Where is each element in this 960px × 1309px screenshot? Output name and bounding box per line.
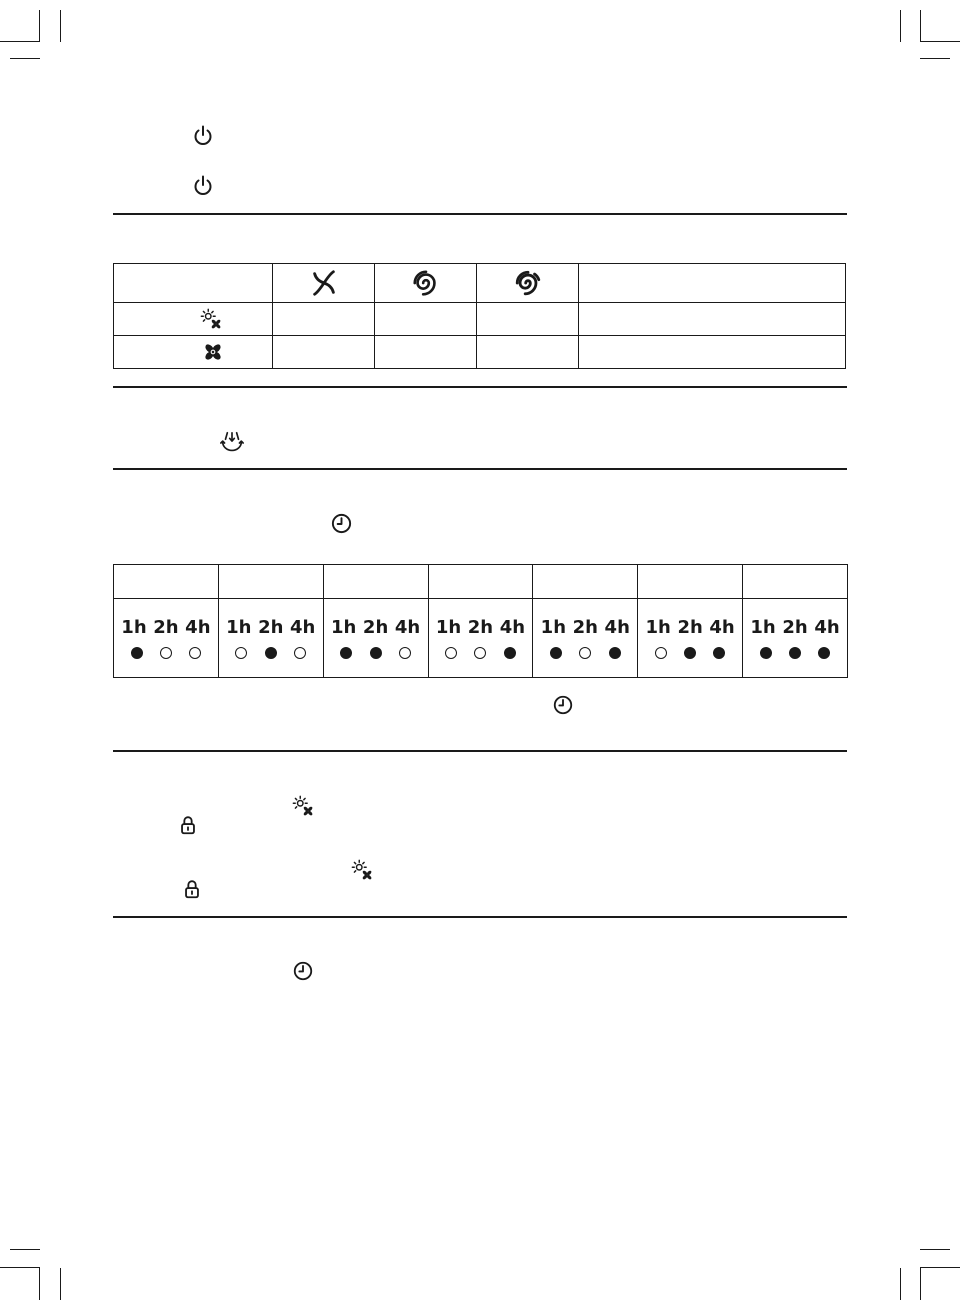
timer-icon bbox=[552, 694, 574, 716]
indicator-dot-off bbox=[294, 647, 306, 659]
timer-indicator-cell bbox=[114, 599, 219, 678]
fan-speed-table bbox=[113, 263, 846, 369]
timer-header-cell bbox=[114, 565, 219, 599]
timer-duration-label: 4h bbox=[394, 617, 421, 638]
table-cell bbox=[114, 303, 273, 336]
crop-mark bbox=[920, 1268, 921, 1300]
table-row bbox=[114, 303, 846, 336]
indicator-dot-on bbox=[340, 647, 352, 659]
table-row bbox=[114, 336, 846, 369]
crop-mark bbox=[920, 1249, 950, 1250]
indicator-dot-off bbox=[235, 647, 247, 659]
table-cell bbox=[375, 303, 477, 336]
indicator-dot-on bbox=[609, 647, 621, 659]
timer-header-cell bbox=[218, 565, 323, 599]
timer-dot-row bbox=[429, 647, 533, 659]
section-divider bbox=[113, 750, 847, 752]
timer-label-row bbox=[533, 617, 637, 638]
timer-indicator-cell bbox=[638, 599, 743, 678]
timer-duration-label: 2h bbox=[153, 617, 179, 638]
table-cell bbox=[273, 336, 375, 369]
table-cell bbox=[477, 264, 579, 303]
table-cell bbox=[273, 303, 375, 336]
indicator-dot-off bbox=[579, 647, 591, 659]
table-cell bbox=[477, 336, 579, 369]
indicator-dot-off bbox=[445, 647, 457, 659]
timer-duration-label: 1h bbox=[435, 617, 462, 638]
indicator-dot-off bbox=[399, 647, 411, 659]
indicator-dot-off bbox=[474, 647, 486, 659]
timer-dot-row bbox=[533, 647, 637, 659]
timer-duration-label: 2h bbox=[572, 617, 598, 638]
table-cell bbox=[114, 264, 273, 303]
table-cell bbox=[273, 264, 375, 303]
fan-speed-2-icon bbox=[411, 268, 441, 298]
timer-label-row bbox=[114, 617, 218, 638]
timer-header-row bbox=[114, 565, 848, 599]
lock-icon bbox=[177, 814, 199, 836]
timer-duration-label: 4h bbox=[814, 617, 840, 638]
table-cell bbox=[375, 336, 477, 369]
indicator-dot-on bbox=[684, 647, 696, 659]
timer-dot-row bbox=[638, 647, 742, 659]
timer-duration-label: 4h bbox=[290, 617, 316, 638]
timer-dot-row bbox=[743, 647, 847, 659]
table-header-row bbox=[114, 264, 846, 303]
crop-mark bbox=[0, 1267, 40, 1268]
timer-label-row bbox=[429, 617, 533, 638]
crop-mark bbox=[900, 1268, 901, 1300]
timer-indicator-cell bbox=[743, 599, 848, 678]
light-dim-icon bbox=[292, 795, 314, 817]
timer-indicator-cell bbox=[533, 599, 638, 678]
timer-indicator-cell bbox=[218, 599, 323, 678]
timer-duration-label: 2h bbox=[362, 617, 389, 638]
section-divider bbox=[113, 386, 847, 388]
table-cell bbox=[579, 303, 846, 336]
timer-duration-label: 2h bbox=[782, 617, 808, 638]
indicator-dot-on bbox=[818, 647, 830, 659]
timer-duration-label: 1h bbox=[750, 617, 776, 638]
timer-header-cell bbox=[743, 565, 848, 599]
crop-mark bbox=[10, 58, 40, 59]
indicator-dot-on bbox=[760, 647, 772, 659]
indicator-dot-on bbox=[713, 647, 725, 659]
fan-icon bbox=[202, 341, 224, 363]
indicator-dot-off bbox=[189, 647, 201, 659]
timer-indicator-cell bbox=[428, 599, 533, 678]
timer-duration-label: 2h bbox=[467, 617, 494, 638]
crop-mark bbox=[39, 1268, 40, 1300]
timer-label-row bbox=[324, 617, 428, 638]
power-icon bbox=[191, 174, 215, 198]
table-cell bbox=[114, 336, 273, 369]
timer-duration-label: 4h bbox=[604, 617, 630, 638]
crop-mark bbox=[10, 1249, 40, 1250]
table-cell bbox=[579, 336, 846, 369]
lock-icon bbox=[181, 878, 203, 900]
indicator-dot-off bbox=[160, 647, 172, 659]
timer-dot-row bbox=[324, 647, 428, 659]
timer-dot-row bbox=[219, 647, 323, 659]
table-cell bbox=[477, 303, 579, 336]
light-dim-icon bbox=[351, 859, 373, 881]
table-cell bbox=[579, 264, 846, 303]
crop-mark bbox=[60, 10, 61, 42]
timer-duration-label: 1h bbox=[226, 617, 252, 638]
indicator-dot-on bbox=[370, 647, 382, 659]
timer-header-cell bbox=[428, 565, 533, 599]
crop-mark bbox=[0, 41, 40, 42]
timer-dot-row bbox=[114, 647, 218, 659]
timer-header-cell bbox=[638, 565, 743, 599]
timer-label-row bbox=[638, 617, 742, 638]
timer-label-row bbox=[743, 617, 847, 638]
indicator-dot-on bbox=[131, 647, 143, 659]
light-dim-icon bbox=[200, 308, 222, 330]
crop-mark bbox=[60, 1268, 61, 1300]
timer-header-cell bbox=[323, 565, 428, 599]
fan-speed-3-icon bbox=[513, 268, 543, 298]
timer-duration-label: 1h bbox=[540, 617, 567, 638]
section-divider bbox=[113, 213, 847, 215]
timer-indicator-cell bbox=[323, 599, 428, 678]
indicator-dot-on bbox=[265, 647, 277, 659]
crop-mark bbox=[39, 10, 40, 42]
timer-label-row bbox=[219, 617, 323, 638]
timer-duration-label: 2h bbox=[677, 617, 703, 638]
section-divider bbox=[113, 916, 847, 918]
timer-icon bbox=[330, 512, 353, 535]
timer-duration-label: 1h bbox=[645, 617, 671, 638]
crop-mark bbox=[920, 58, 950, 59]
crop-mark bbox=[900, 10, 901, 42]
section-divider bbox=[113, 468, 847, 470]
indicator-dot-on bbox=[789, 647, 801, 659]
timer-duration-label: 2h bbox=[258, 617, 284, 638]
filter-reset-icon bbox=[219, 430, 245, 456]
timer-duration-label: 4h bbox=[709, 617, 735, 638]
power-icon bbox=[191, 124, 215, 148]
timer-header-cell bbox=[533, 565, 638, 599]
timer-duration-label: 4h bbox=[499, 617, 526, 638]
timer-duration-label: 1h bbox=[330, 617, 357, 638]
indicator-dot-on bbox=[550, 647, 562, 659]
timer-duration-label: 4h bbox=[185, 617, 211, 638]
table-cell bbox=[375, 264, 477, 303]
timer-body-row bbox=[114, 599, 848, 678]
timer-icon bbox=[292, 960, 314, 982]
crop-mark bbox=[920, 41, 960, 42]
timer-duration-label: 1h bbox=[121, 617, 147, 638]
fan-speed-1-icon bbox=[309, 268, 339, 298]
indicator-dot-off bbox=[655, 647, 667, 659]
indicator-dot-on bbox=[504, 647, 516, 659]
timer-table bbox=[113, 564, 848, 678]
crop-mark bbox=[920, 10, 921, 42]
crop-mark bbox=[920, 1267, 960, 1268]
